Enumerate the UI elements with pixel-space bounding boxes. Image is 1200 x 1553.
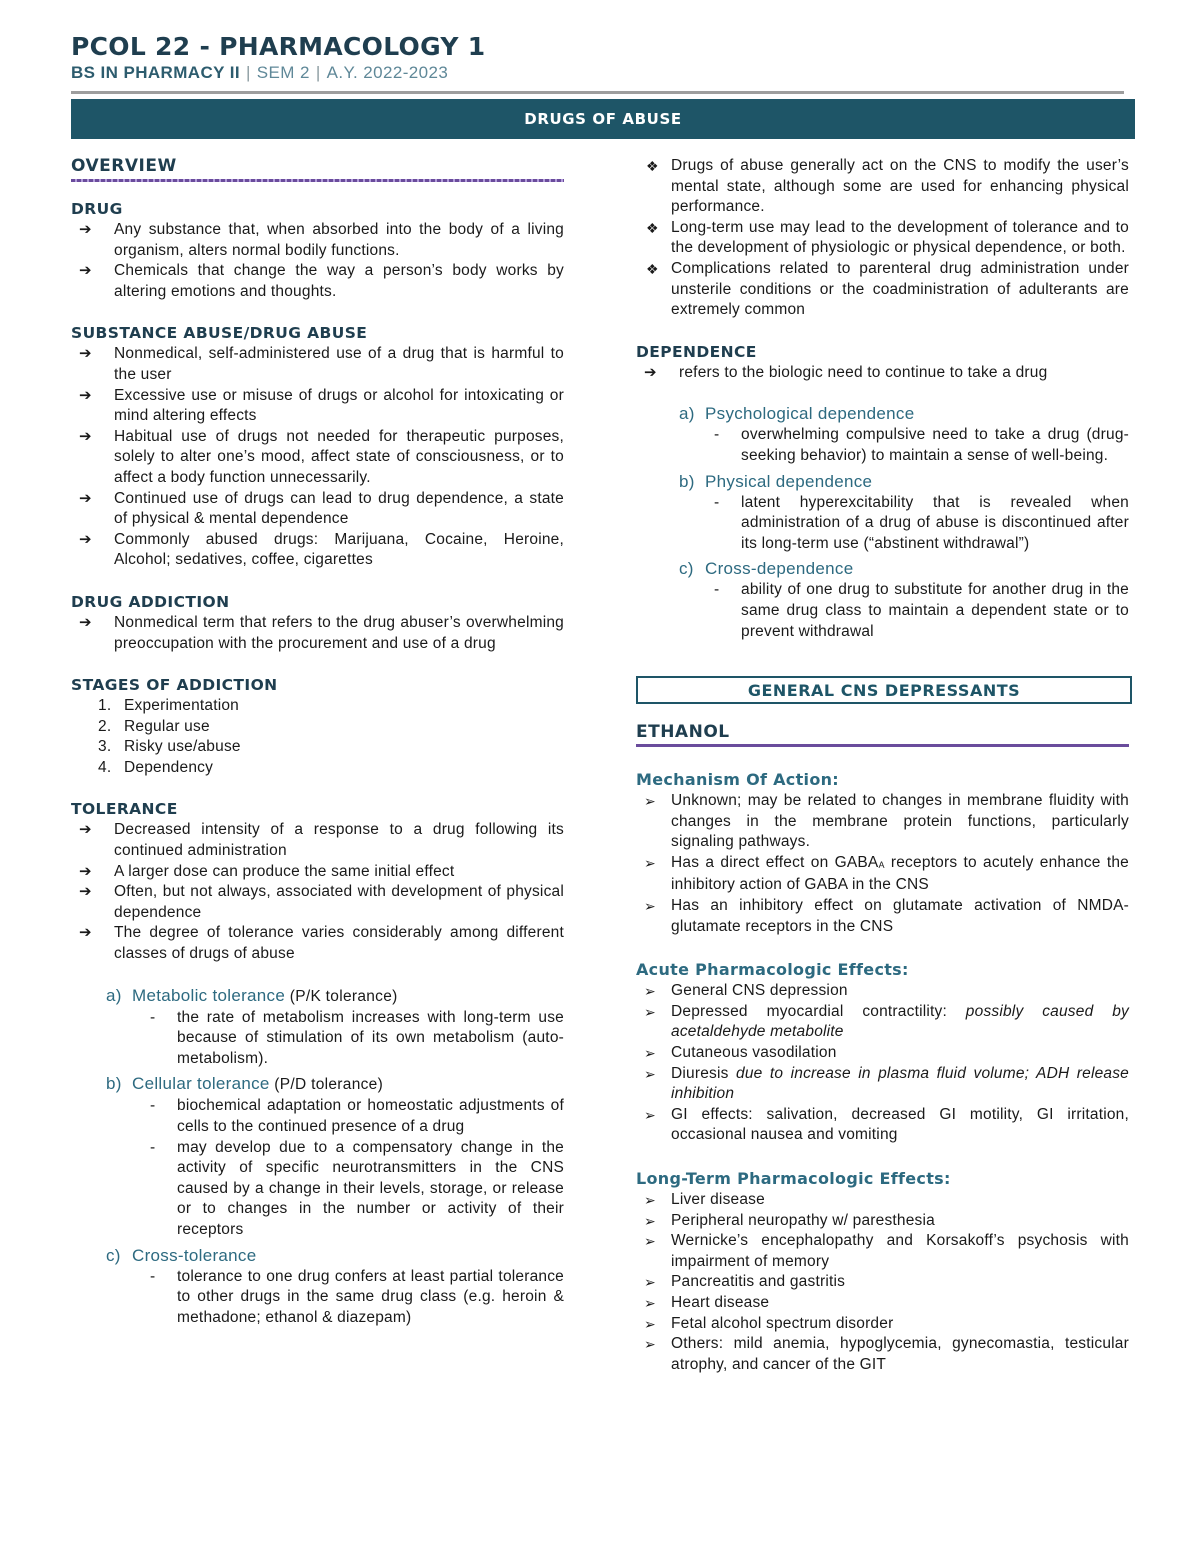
document-title: PCOL 22 - PHARMACOLOGY 1 bbox=[71, 32, 486, 61]
list-item: ➢ Has a direct effect on $GABA_A$ receptors to acutely enhance the inhibitory action of GABA in the CNS bbox=[644, 853, 1129, 894]
right-column bbox=[636, 156, 1129, 1375]
dash-bullet-icon: - bbox=[150, 1097, 156, 1115]
chevron-bullet-icon: ➢ bbox=[644, 793, 656, 810]
cross-dependence-heading: c) Cross-dependence bbox=[679, 559, 854, 579]
section-banner: DRUGS OF ABUSE bbox=[71, 99, 1135, 139]
arrow-bullet-icon: ➔ bbox=[79, 262, 92, 280]
program-label: BS IN PHARMACY II bbox=[71, 63, 240, 82]
arrow-bullet-icon: ➔ bbox=[644, 363, 657, 381]
dash-bullet-icon: - bbox=[150, 1267, 156, 1285]
list-item: ❖ Long-term use may lead to the development of tolerance and to the development of physiologic or physical dependence, or both. bbox=[646, 218, 1129, 257]
document-subtitle bbox=[71, 63, 1127, 83]
list-item: ➔ Decreased intensity of a response to a drug following its continued administration bbox=[79, 821, 564, 860]
drug-heading: DRUG bbox=[71, 200, 123, 218]
header-divider bbox=[71, 91, 1124, 94]
arrow-bullet-icon: ➔ bbox=[79, 530, 92, 548]
chevron-bullet-icon: ➢ bbox=[644, 1003, 656, 1020]
arrow-bullet-icon: ➔ bbox=[79, 613, 92, 631]
long-term-effects-list bbox=[636, 1190, 1129, 1375]
list-item: - overwhelming compulsive need to take a drug (drug-seeking behavior) to maintain a sense of well-being. bbox=[714, 426, 1129, 464]
cellular-tolerance-heading: b) Cellular tolerance (P/D tolerance) bbox=[106, 1074, 384, 1094]
arrow-bullet-icon: ➔ bbox=[79, 883, 92, 901]
ethanol-heading: ETHANOL bbox=[636, 722, 730, 743]
chevron-bullet-icon: ➢ bbox=[644, 854, 656, 871]
arrow-bullet-icon: ➔ bbox=[79, 427, 92, 445]
arrow-bullet-icon: ➔ bbox=[79, 924, 92, 942]
list-item: ➢ Depressed myocardial contractility: possibly caused by acetaldehyde metabolite bbox=[644, 1002, 1129, 1041]
dash-bullet-icon: - bbox=[714, 581, 720, 599]
semester-label: SEM 2 bbox=[256, 63, 310, 82]
arrow-bullet-icon: ➔ bbox=[79, 345, 92, 363]
drug-addiction-heading: DRUG ADDICTION bbox=[71, 592, 230, 611]
tolerance-heading: TOLERANCE bbox=[71, 800, 178, 819]
chevron-bullet-icon: ➢ bbox=[644, 1192, 656, 1208]
chevron-bullet-icon: ➢ bbox=[644, 1106, 656, 1123]
list-item: ➔ A larger dose can produce the same initial effect bbox=[71, 862, 564, 883]
physical-dependence-heading: b) Physical dependence bbox=[679, 471, 873, 491]
dash-bullet-icon: - bbox=[150, 1008, 156, 1026]
cross-dependence-list bbox=[679, 580, 1129, 642]
stages-heading: STAGES OF ADDICTION bbox=[71, 676, 278, 695]
list-item: - biochemical adaptation or homeostatic adjustments of cells to the continued presence of a drug bbox=[150, 1097, 564, 1135]
list-item: ❖ Drugs of abuse generally act on the CNS to modify the user’s mental state, although some are used for enhancing physical performance. bbox=[646, 157, 1129, 216]
list-item: ➢ Pancreatitis and gastritis bbox=[636, 1272, 1129, 1293]
cross-tolerance-list bbox=[106, 1267, 564, 1329]
list-item: ➔ Continued use of drugs can lead to drug dependence, a state of physical & mental dependence bbox=[79, 489, 564, 528]
tolerance-list bbox=[71, 820, 564, 964]
list-item: ➢ Heart disease bbox=[636, 1293, 1129, 1314]
long-term-effects-heading: Long-Term Pharmacologic Effects: bbox=[636, 1169, 951, 1188]
list-item: 4. Dependency bbox=[98, 758, 214, 776]
overview-heading: OVERVIEW bbox=[71, 156, 177, 176]
acute-effects-heading: Acute Pharmacologic Effects: bbox=[636, 960, 909, 980]
dependence-list bbox=[636, 363, 1129, 384]
list-item: - the rate of metabolism increases with long-term use because of stimulation of its own metabolism (auto-metabolism). bbox=[150, 1008, 564, 1067]
tolerance-types bbox=[71, 985, 564, 1329]
separator: | bbox=[315, 63, 321, 82]
chevron-bullet-icon: ➢ bbox=[644, 1315, 656, 1332]
substance-abuse-heading: SUBSTANCE ABUSE/DRUG ABUSE bbox=[71, 324, 368, 343]
list-item: ➔ Nonmedical, self-administered use of a drug that is harmful to the user bbox=[79, 345, 564, 383]
academic-year-label: A.Y. 2022-2023 bbox=[326, 63, 449, 82]
physical-dependence-list bbox=[679, 493, 1129, 555]
chevron-bullet-icon: ➢ bbox=[644, 1065, 656, 1082]
list-item: ❖ Complications related to parenteral drug administration under unsterile conditions or the coadministration of adulterants are extremely common bbox=[646, 259, 1129, 319]
chevron-bullet-icon: ➢ bbox=[644, 1212, 656, 1229]
list-item: ➢ Has an inhibitory effect on glutamate activation of NMDA-glutamate receptors in the CNS bbox=[644, 897, 1129, 935]
list-item: ➢ Peripheral neuropathy w/ paresthesia bbox=[636, 1211, 1129, 1232]
separator: | bbox=[245, 63, 251, 82]
list-item: - latent hyperexcitability that is revealed when administration of a drug of abuse is discontinued after its long-term use (“abstinent withdrawal”) bbox=[714, 493, 1129, 552]
ethanol-divider bbox=[636, 744, 1129, 747]
list-item: 2. Regular use bbox=[98, 717, 210, 735]
stages-list bbox=[71, 696, 564, 778]
list-item: ➢ Cutaneous vasodilation bbox=[636, 1043, 1129, 1064]
arrow-bullet-icon: ➔ bbox=[79, 221, 92, 238]
psychological-dependence-heading: a) Psychological dependence bbox=[679, 404, 915, 424]
psychological-dependence-list bbox=[679, 425, 1129, 466]
diamond-bullet-icon: ❖ bbox=[646, 219, 659, 236]
list-item: ➢ Unknown; may be related to changes in membrane fluidity with changes in the membrane protein functions, particularly signaling pathways. bbox=[644, 792, 1129, 851]
substance-abuse-list bbox=[71, 344, 564, 571]
cns-depressants-heading: GENERAL CNS DEPRESSANTS bbox=[636, 676, 1132, 704]
list-item: - may develop due to a compensatory change in the activity of specific neurotransmitters in the CNS caused by a change in their levels, storage, or release or to changes in the number or activity of their receptors bbox=[150, 1138, 564, 1238]
cross-tolerance-heading: c) Cross-tolerance bbox=[106, 1245, 257, 1265]
chevron-bullet-icon: ➢ bbox=[644, 898, 656, 915]
cellular-tolerance-list bbox=[106, 1096, 564, 1240]
list-item: 1. Experimentation bbox=[98, 697, 240, 715]
list-item: ➔ Any substance that, when absorbed into the body of a living organism, alters normal bodily functions. bbox=[79, 221, 564, 259]
list-item: ➔ The degree of tolerance varies considerably among different classes of drugs of abuse bbox=[79, 924, 564, 963]
acute-effects-list bbox=[636, 981, 1129, 1146]
drug-addiction-list bbox=[71, 613, 564, 654]
dash-bullet-icon: - bbox=[714, 493, 720, 511]
chevron-bullet-icon: ➢ bbox=[644, 1336, 656, 1353]
list-item: ➢ Others: mild anemia, hypoglycemia, gynecomastia, testicular atrophy, and cancer of the GIT bbox=[644, 1335, 1129, 1373]
diamond-bullet-icon: ❖ bbox=[646, 260, 659, 277]
list-item: ➢ Wernicke’s encephalopathy and Korsakoff’s psychosis with impairment of memory bbox=[644, 1232, 1129, 1270]
arrow-bullet-icon: ➔ bbox=[79, 821, 92, 839]
list-item: - tolerance to one drug confers at least partial tolerance to other drugs in the same drug class (e.g. heroin & methadone; ethanol & diazepam) bbox=[150, 1267, 564, 1326]
drugs-of-abuse-notes bbox=[636, 156, 1129, 321]
list-item: ➢ Liver disease bbox=[636, 1190, 1129, 1211]
overview-divider bbox=[71, 179, 564, 182]
chevron-bullet-icon: ➢ bbox=[644, 1045, 656, 1062]
list-item: ➔ Nonmedical term that refers to the drug abuser’s overwhelming preoccupation with the procurement and use of a drug bbox=[79, 613, 564, 652]
dash-bullet-icon: - bbox=[714, 426, 720, 444]
list-item: ➢ GI effects: salivation, decreased GI motility, GI irritation, occasional nausea and vomiting bbox=[644, 1105, 1129, 1144]
list-item: ➔ Chemicals that change the way a person’s body works by altering emotions and thoughts. bbox=[79, 262, 564, 300]
mechanism-list bbox=[636, 791, 1129, 937]
metabolic-tolerance-list bbox=[106, 1008, 564, 1070]
diamond-bullet-icon: ❖ bbox=[646, 158, 659, 174]
mechanism-heading: Mechanism Of Action: bbox=[636, 770, 839, 790]
dependence-heading: DEPENDENCE bbox=[636, 342, 757, 361]
list-item: ➔ Commonly abused drugs: Marijuana, Cocaine, Heroine, Alcohol; sedatives, coffee, cigarettes bbox=[79, 530, 564, 569]
arrow-bullet-icon: ➔ bbox=[79, 386, 92, 404]
list-item: ➔ Often, but not always, associated with development of physical dependence bbox=[79, 883, 564, 921]
list-item: ➢ Fetal alcohol spectrum disorder bbox=[636, 1314, 1129, 1335]
list-item: ➔ Habitual use of drugs not needed for therapeutic purposes, solely to alter one’s mood, affect state of consciousness, or to affect a body function unnecessarily. bbox=[79, 427, 564, 486]
arrow-bullet-icon: ➔ bbox=[79, 862, 92, 880]
list-item: - ability of one drug to substitute for another drug in the same drug class to maintain a dependent state or to prevent withdrawal bbox=[714, 581, 1129, 640]
list-item: ➢ Diuresis due to increase in plasma fluid volume; ADH release inhibition bbox=[644, 1064, 1129, 1103]
list-item: ➢ General CNS depression bbox=[636, 981, 1129, 1002]
chevron-bullet-icon: ➢ bbox=[644, 983, 656, 1000]
list-item: ➔ refers to the biologic need to continue to take a drug bbox=[636, 363, 1129, 384]
arrow-bullet-icon: ➔ bbox=[79, 489, 92, 507]
chevron-bullet-icon: ➢ bbox=[644, 1294, 656, 1311]
chevron-bullet-icon: ➢ bbox=[644, 1233, 656, 1250]
left-column bbox=[71, 156, 564, 1328]
dependence-types bbox=[636, 403, 1129, 642]
document-header bbox=[71, 32, 1127, 83]
chevron-bullet-icon: ➢ bbox=[644, 1274, 656, 1291]
dash-bullet-icon: - bbox=[150, 1138, 156, 1156]
list-item: 3. Risky use/abuse bbox=[98, 738, 241, 756]
metabolic-tolerance-heading: a) Metabolic tolerance (P/K tolerance) bbox=[106, 985, 398, 1005]
list-item: ➔ Excessive use or misuse of drugs or alcohol for intoxicating or mind altering effects bbox=[79, 386, 564, 425]
drug-list bbox=[71, 220, 564, 302]
